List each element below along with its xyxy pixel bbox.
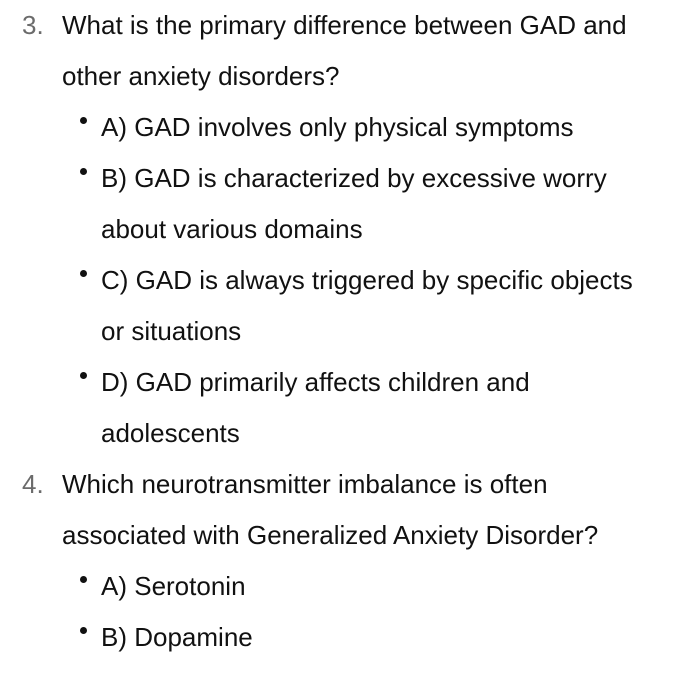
question-text: Which neurotransmitter imbalance is often associated with Generalized Anxiety Disorder? [62, 469, 599, 550]
option-text: A) Serotonin [101, 571, 246, 601]
bullet-icon [79, 255, 88, 306]
bullet-icon [79, 153, 88, 204]
option-item [62, 153, 657, 255]
bullet-icon [79, 102, 88, 153]
option-text: B) Dopamine [101, 622, 253, 652]
option-text: B) GAD is characterized by excessive worry about various domains [101, 163, 607, 244]
option-item [62, 612, 657, 663]
bullet-icon [79, 357, 88, 408]
option-list [62, 102, 657, 459]
option-item [62, 561, 657, 612]
option-item [62, 357, 657, 459]
option-text: D) GAD primarily affects children and adolescents [101, 367, 530, 448]
question-number: 4. [22, 469, 44, 499]
option-text: A) GAD involves only physical symptoms [101, 112, 574, 142]
bullet-icon [79, 561, 88, 612]
bullet-icon [79, 612, 88, 663]
option-item [62, 255, 657, 357]
question-number: 3. [22, 10, 44, 40]
question-text: What is the primary difference between GAD and other anxiety disorders? [62, 10, 627, 91]
option-item [62, 102, 657, 153]
option-text: C) GAD is always triggered by specific objects or situations [101, 265, 633, 346]
question-4 [0, 459, 675, 663]
option-list [62, 561, 657, 663]
